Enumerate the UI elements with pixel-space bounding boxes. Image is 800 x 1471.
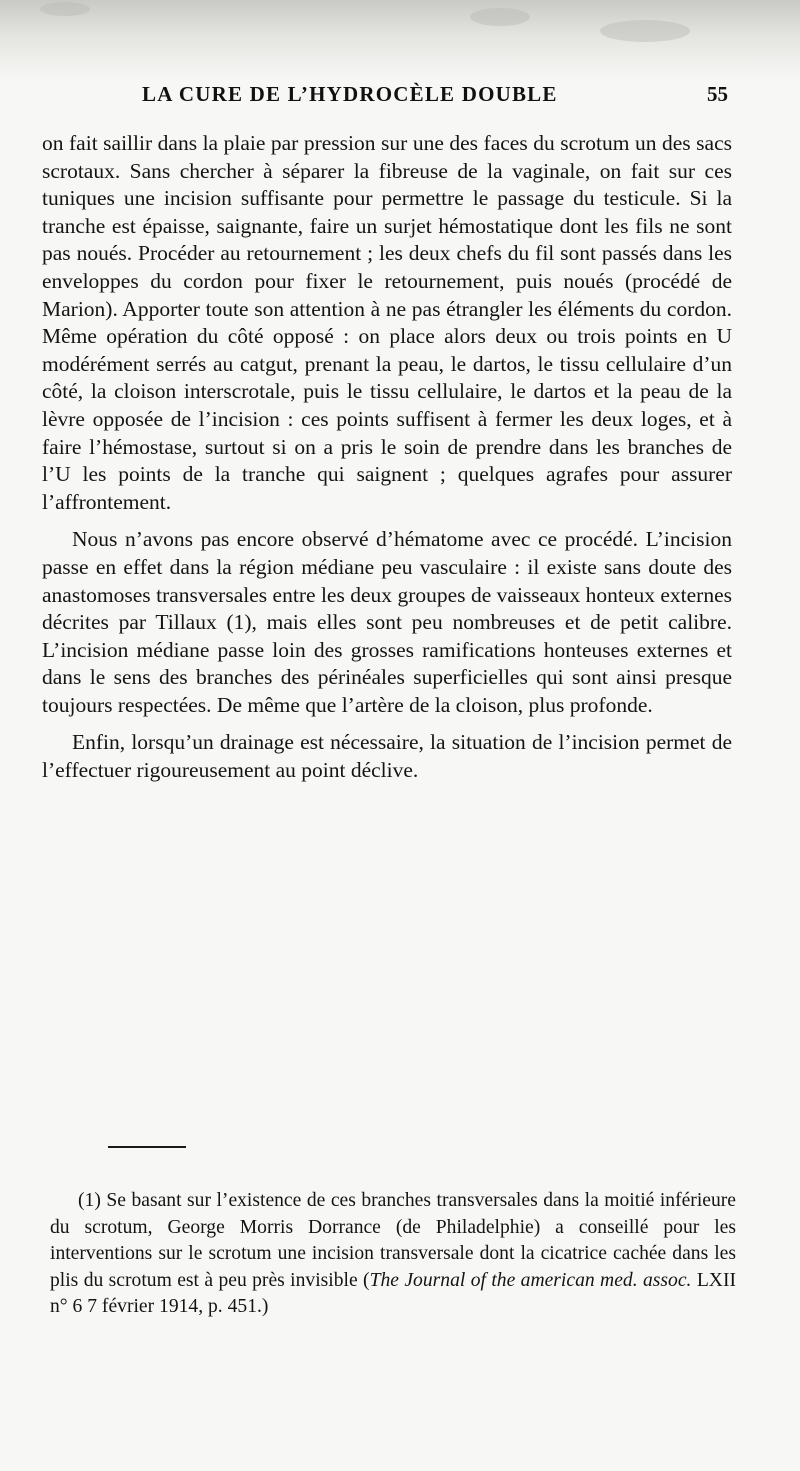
footnote [50,1188,736,1321]
main-text [42,130,732,785]
footnote-body: (1) Se basant sur l’existence de ces branches transversales dans la moitié inférieure du scrotum, George Morris Dorrance (de Philadelphie) a conseillé pour les interventions sur le scrotum une incision transversale dont la cicatrice cachée dans les plis du scrotum est à peu près invisible ( [50,1190,736,1291]
footnote-rule [108,1146,186,1148]
page-number: 55 [707,82,728,106]
journal-citation: The Journal of the american med. assoc. [369,1269,692,1291]
paragraph: Nous n’avons pas encore observé d’hématome avec ce procédé. L’incision passe en effet dans la région médiane peu vasculaire : il existe sans doute des anastomoses transversales entre les deux groupes de vaisseaux honteux externes décrites par Tillaux (1), mais elles sont peu nombreuses et de petit calibre. L’incision médiane passe loin des grosses ramifications honteuses externes et dans le sens des branches des périnéales superficielles qui sont ainsi presque toujours respectées. De même que l’artère de la cloison, plus profonde. [42,527,732,717]
scan-speckle [470,8,530,26]
footnote-date: n° 6 7 février 1914, p. 451.) [50,1296,269,1318]
journal-volume: LXII [696,1269,737,1291]
scan-speckle [40,2,90,16]
paragraph: Enfin, lorsqu’un drainage est nécessaire, la situation de l’incision permet de l’effectuer rigoureusement au point déclive. [42,730,732,783]
running-title: LA CURE DE L’HYDROCÈLE DOUBLE [142,82,558,106]
scan-speckle [600,20,690,42]
paragraph: on fait saillir dans la plaie par pression sur une des faces du scrotum un des sacs scrotaux. Sans chercher à séparer la fibreuse de la vaginale, on fait sur ces tuniques une incision suffisante pour permettre le passage du testicule. Si la tranche est épaisse, saignante, faire un surjet hémostatique dont les fils ne sont pas noués. Procéder au retournement ; les deux chefs du fil sont passés dans les enveloppes du cordon pour fixer le retournement, puis noués (procédé de Marion). Apporter toute son attention à ne pas étrangler les éléments du cordon. Même opération du côté opposé : on place alors deux ou trois points en U modérément serrés au catgut, prenant la peau, le dartos, le tissu cellulaire d’un côté, la cloison interscrotale, puis le tissu cellulaire, le dartos et la peau de la lèvre opposée de l’incision : ces points suffisent à fermer les deux loges, et à faire l’hémostase, surtout si on a pris le soin de prendre dans les branches de l’U les points de la tranche qui saignent ; quelques agrafes pour assurer l’affrontement. [42,131,732,514]
footnote-text [50,1188,736,1321]
running-head [42,82,732,112]
scan-shadow-top [0,0,800,80]
